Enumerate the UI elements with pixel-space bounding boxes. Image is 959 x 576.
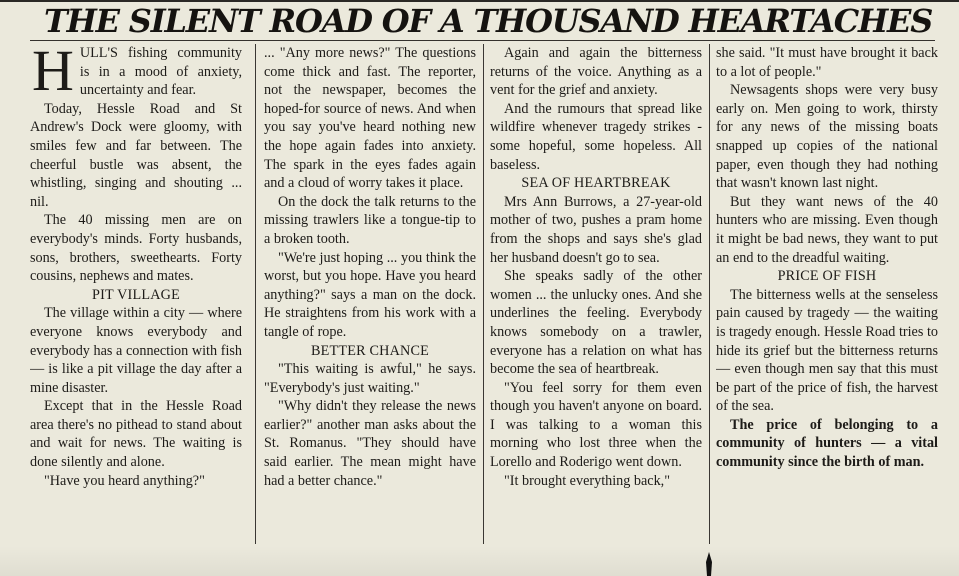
paragraph: Today, Hessle Road and St Andrew's Dock were gloomy, with smiles few and far between. The cheerful bustle was absent, the whistling, singing and shouting ... nil. xyxy=(30,100,242,210)
paragraph: Again and again the bitterness returns of the voice. Anything as a vent for the grief and anxiety. xyxy=(490,45,702,99)
closing-paragraph: The price of belonging to a community of hunters — a vital community since the birth of man. xyxy=(716,416,938,471)
article-column-1 xyxy=(30,44,242,544)
page-shadow xyxy=(0,546,959,576)
paragraph: Newsagents shops were very busy early on. Men going to work, thirsty for any news of the missing boats snapped up copies of the national paper, even though they had nothing that wasn't known last night. xyxy=(716,82,938,192)
paragraph: The 40 missing men are on everybody's minds. Forty husbands, sons, brothers, sweethearts. Forty cousins, nephews and mates. xyxy=(30,212,242,285)
paragraph: She speaks sadly of the other women ... the unlucky ones. And she underlines the feeling. Everybody knows somebody on a trawler, everyone has a relation on what has become the sea of heartbreak. xyxy=(490,268,702,378)
paragraph: "You feel sorry for them even though you haven't anyone on board. I was talking to a woman this morning who lost three when the Lorello and Roderigo went down. xyxy=(490,379,702,471)
paragraph: "We're just hoping ... you think the worst, but you hope. Have you heard anything?" says a man on the dock. He straightens from his work with a tangle of rope. xyxy=(264,249,476,340)
subheading: PIT VILLAGE xyxy=(92,286,180,303)
article-column-3 xyxy=(490,44,702,544)
paragraph: The village within a city — where everyone knows everybody and everybody has a connection with fish — is like a pit village the day after a mine disaster. xyxy=(30,305,242,396)
paragraph: "Why didn't they release the news earlier?" another man asks about the St. Romanus. "They should have said earlier. The mean might have had a better chance." xyxy=(264,398,476,489)
paragraph: ... "Any more news?" The questions come thick and fast. The reporter, not the newspaper, becomes the hoped-for source of news. And when you say you've heard nothing new the hope again fades into anxiety. The spark in the eyes fades again and a cloud of worry takes it place. xyxy=(264,45,476,192)
paragraph xyxy=(30,44,242,103)
paragraph: But they want news of the 40 hunters who are missing. Even though it might be bad news, they want to put an end to the dreadful waiting. xyxy=(716,193,938,266)
paragraph: And the rumours that spread like wildfire whenever tragedy strikes - some hopeful, some hopeless. All baseless. xyxy=(490,100,702,173)
paragraph: "Have you heard anything?" xyxy=(44,472,205,489)
column-divider xyxy=(255,44,256,544)
column-divider xyxy=(483,44,484,544)
paragraph: Except that in the Hessle Road area there's no pithead to stand about and wait for news. The waiting is done silently and alone. xyxy=(30,398,242,471)
paragraph: "This waiting is awful," he says. "Everybody's just waiting." xyxy=(264,361,476,396)
paragraph-text: ULL'S fishing community is in a mood of anxiety, uncertainty and fear. xyxy=(79,45,242,99)
drop-cap: H xyxy=(32,44,74,103)
article-column-2 xyxy=(264,44,476,544)
paragraph: "It brought everything back," xyxy=(504,472,671,489)
headline: THE SILENT ROAD OF A THOUSAND HEARTACHES xyxy=(44,2,933,40)
article-column-4 xyxy=(716,44,938,544)
paragraph: Mrs Ann Burrows, a 27-year-old mother of two, pushes a pram home from the shops and says she's glad her husband doesn't go to sea. xyxy=(490,193,702,266)
subheading: BETTER CHANCE xyxy=(310,342,430,359)
column-divider xyxy=(709,44,710,544)
paragraph: she said. "It must have brought it back to a lot of people." xyxy=(716,45,938,80)
subheading: SEA OF HEARTBREAK xyxy=(521,175,671,192)
headline-rule xyxy=(30,40,935,41)
paragraph: On the dock the talk returns to the missing trawlers like a tongue-tip to a broken tooth. xyxy=(264,193,476,247)
subheading: PRICE OF FISH xyxy=(777,268,877,285)
paragraph: The bitterness wells at the senseless pain caused by tragedy — the waiting is tragedy enough. Hessle Road tries to hide its grief but the bitterness returns — even though men say that this must be part of the price of fish, the harvest of the sea. xyxy=(716,286,938,415)
